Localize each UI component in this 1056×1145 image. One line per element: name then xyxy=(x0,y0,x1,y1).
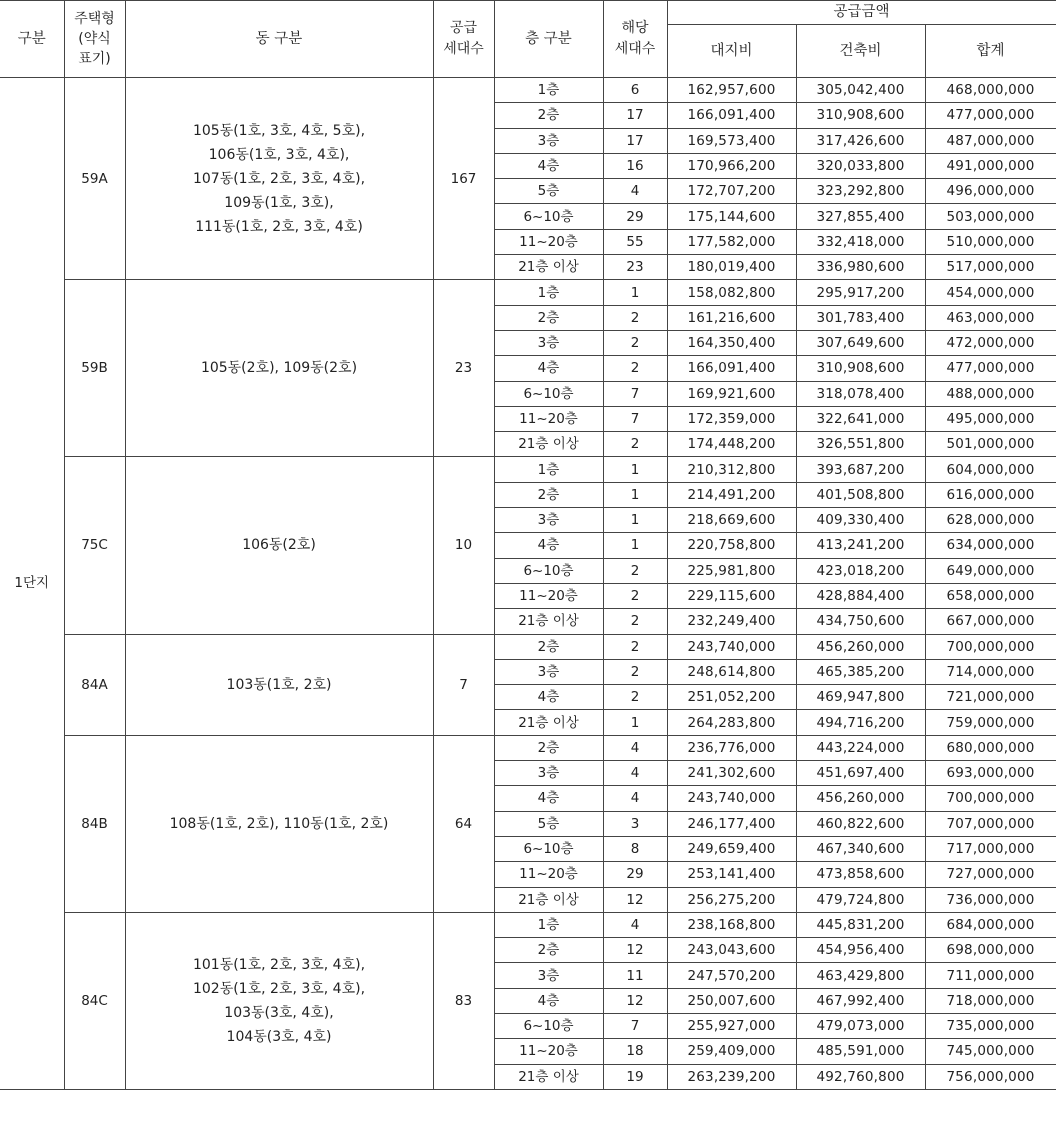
total-price-cell: 454,000,000 xyxy=(925,280,1056,305)
floor-cell: 21층 이상 xyxy=(494,710,603,735)
construction-price-cell: 305,042,400 xyxy=(796,78,925,103)
floor-cell: 11~20층 xyxy=(494,862,603,887)
housing-type-cell: 75C xyxy=(64,457,125,634)
land-price-cell: 249,659,400 xyxy=(667,836,796,861)
table-row xyxy=(0,457,1056,482)
total-price-cell: 496,000,000 xyxy=(925,179,1056,204)
land-price-cell: 248,614,800 xyxy=(667,659,796,684)
floor-units-cell: 2 xyxy=(603,305,667,330)
land-price-cell: 177,582,000 xyxy=(667,229,796,254)
total-price-cell: 649,000,000 xyxy=(925,558,1056,583)
floor-cell: 21층 이상 xyxy=(494,1064,603,1089)
floor-units-cell: 19 xyxy=(603,1064,667,1089)
header-floor: 층 구분 xyxy=(494,1,603,78)
floor-units-cell: 1 xyxy=(603,508,667,533)
construction-price-cell: 310,908,600 xyxy=(796,103,925,128)
total-price-cell: 680,000,000 xyxy=(925,735,1056,760)
total-price-cell: 707,000,000 xyxy=(925,811,1056,836)
building-cell: 105동(1호, 3호, 4호, 5호), 106동(1호, 3호, 4호), 107동(1호, 2호, 3호, 4호), 109동(1호, 3호), 111동(1호, 2호, 3호, 4호) xyxy=(125,78,433,280)
table-row xyxy=(0,78,1056,103)
building-cell: 108동(1호, 2호), 110동(1호, 2호) xyxy=(125,735,433,912)
land-price-cell: 220,758,800 xyxy=(667,533,796,558)
total-price-cell: 468,000,000 xyxy=(925,78,1056,103)
floor-cell: 11~20층 xyxy=(494,583,603,608)
floor-units-cell: 17 xyxy=(603,103,667,128)
floor-cell: 6~10층 xyxy=(494,836,603,861)
floor-cell: 2층 xyxy=(494,735,603,760)
table-row xyxy=(0,735,1056,760)
total-price-cell: 488,000,000 xyxy=(925,381,1056,406)
housing-type-cell: 59A xyxy=(64,78,125,280)
floor-units-cell: 12 xyxy=(603,887,667,912)
construction-price-cell: 323,292,800 xyxy=(796,179,925,204)
total-price-cell: 472,000,000 xyxy=(925,330,1056,355)
land-price-cell: 243,043,600 xyxy=(667,938,796,963)
floor-units-cell: 2 xyxy=(603,583,667,608)
construction-price-cell: 451,697,400 xyxy=(796,761,925,786)
floor-units-cell: 12 xyxy=(603,988,667,1013)
floor-units-cell: 4 xyxy=(603,179,667,204)
construction-price-cell: 332,418,000 xyxy=(796,229,925,254)
land-price-cell: 214,491,200 xyxy=(667,482,796,507)
total-price-cell: 503,000,000 xyxy=(925,204,1056,229)
total-price-cell: 658,000,000 xyxy=(925,583,1056,608)
total-price-cell: 727,000,000 xyxy=(925,862,1056,887)
construction-price-cell: 443,224,000 xyxy=(796,735,925,760)
header-building: 동 구분 xyxy=(125,1,433,78)
floor-cell: 3층 xyxy=(494,761,603,786)
header-land: 대지비 xyxy=(667,25,796,78)
supply-units-cell: 83 xyxy=(433,912,494,1089)
floor-units-cell: 12 xyxy=(603,938,667,963)
floor-units-cell: 55 xyxy=(603,229,667,254)
floor-units-cell: 29 xyxy=(603,862,667,887)
construction-price-cell: 423,018,200 xyxy=(796,558,925,583)
building-cell: 101동(1호, 2호, 3호, 4호), 102동(1호, 2호, 3호, 4호), 103동(3호, 4호), 104동(3호, 4호) xyxy=(125,912,433,1089)
floor-units-cell: 16 xyxy=(603,153,667,178)
header-total: 합계 xyxy=(925,25,1056,78)
land-price-cell: 236,776,000 xyxy=(667,735,796,760)
total-price-cell: 759,000,000 xyxy=(925,710,1056,735)
land-price-cell: 256,275,200 xyxy=(667,887,796,912)
construction-price-cell: 295,917,200 xyxy=(796,280,925,305)
construction-price-cell: 445,831,200 xyxy=(796,912,925,937)
construction-price-cell: 494,716,200 xyxy=(796,710,925,735)
floor-cell: 3층 xyxy=(494,963,603,988)
land-price-cell: 243,740,000 xyxy=(667,634,796,659)
land-price-cell: 169,573,400 xyxy=(667,128,796,153)
floor-units-cell: 29 xyxy=(603,204,667,229)
land-price-cell: 255,927,000 xyxy=(667,1013,796,1038)
construction-price-cell: 401,508,800 xyxy=(796,482,925,507)
floor-units-cell: 1 xyxy=(603,533,667,558)
floor-units-cell: 2 xyxy=(603,634,667,659)
floor-units-cell: 3 xyxy=(603,811,667,836)
table-row xyxy=(0,280,1056,305)
construction-price-cell: 454,956,400 xyxy=(796,938,925,963)
land-price-cell: 250,007,600 xyxy=(667,988,796,1013)
land-price-cell: 169,921,600 xyxy=(667,381,796,406)
building-cell: 105동(2호), 109동(2호) xyxy=(125,280,433,457)
floor-units-cell: 4 xyxy=(603,735,667,760)
total-price-cell: 604,000,000 xyxy=(925,457,1056,482)
floor-units-cell: 2 xyxy=(603,685,667,710)
construction-price-cell: 467,992,400 xyxy=(796,988,925,1013)
header-category: 구분 xyxy=(0,1,64,78)
floor-cell: 5층 xyxy=(494,179,603,204)
construction-price-cell: 473,858,600 xyxy=(796,862,925,887)
land-price-cell: 253,141,400 xyxy=(667,862,796,887)
floor-cell: 6~10층 xyxy=(494,381,603,406)
table-row xyxy=(0,912,1056,937)
floor-cell: 3층 xyxy=(494,659,603,684)
floor-units-cell: 7 xyxy=(603,1013,667,1038)
floor-cell: 4층 xyxy=(494,685,603,710)
total-price-cell: 667,000,000 xyxy=(925,609,1056,634)
header-supply-units: 공급 세대수 xyxy=(433,1,494,78)
construction-price-cell: 326,551,800 xyxy=(796,432,925,457)
floor-cell: 4층 xyxy=(494,786,603,811)
floor-cell: 2층 xyxy=(494,305,603,330)
supply-units-cell: 64 xyxy=(433,735,494,912)
total-price-cell: 700,000,000 xyxy=(925,786,1056,811)
construction-price-cell: 409,330,400 xyxy=(796,508,925,533)
land-price-cell: 246,177,400 xyxy=(667,811,796,836)
header-housing-type: 주택형 (약식 표기) xyxy=(64,1,125,78)
construction-price-cell: 327,855,400 xyxy=(796,204,925,229)
land-price-cell: 166,091,400 xyxy=(667,356,796,381)
floor-units-cell: 2 xyxy=(603,558,667,583)
construction-price-cell: 317,426,600 xyxy=(796,128,925,153)
floor-cell: 2층 xyxy=(494,938,603,963)
floor-units-cell: 8 xyxy=(603,836,667,861)
supply-units-cell: 10 xyxy=(433,457,494,634)
building-cell: 106동(2호) xyxy=(125,457,433,634)
total-price-cell: 510,000,000 xyxy=(925,229,1056,254)
floor-units-cell: 1 xyxy=(603,457,667,482)
floor-cell: 1층 xyxy=(494,78,603,103)
construction-price-cell: 413,241,200 xyxy=(796,533,925,558)
total-price-cell: 491,000,000 xyxy=(925,153,1056,178)
floor-cell: 3층 xyxy=(494,330,603,355)
floor-cell: 4층 xyxy=(494,988,603,1013)
land-price-cell: 263,239,200 xyxy=(667,1064,796,1089)
construction-price-cell: 428,884,400 xyxy=(796,583,925,608)
land-price-cell: 210,312,800 xyxy=(667,457,796,482)
construction-price-cell: 479,724,800 xyxy=(796,887,925,912)
total-price-cell: 487,000,000 xyxy=(925,128,1056,153)
total-price-cell: 501,000,000 xyxy=(925,432,1056,457)
land-price-cell: 180,019,400 xyxy=(667,255,796,280)
table-body xyxy=(0,78,1056,1090)
floor-units-cell: 1 xyxy=(603,710,667,735)
floor-units-cell: 4 xyxy=(603,786,667,811)
total-price-cell: 634,000,000 xyxy=(925,533,1056,558)
total-price-cell: 463,000,000 xyxy=(925,305,1056,330)
total-price-cell: 628,000,000 xyxy=(925,508,1056,533)
construction-price-cell: 479,073,000 xyxy=(796,1013,925,1038)
land-price-cell: 229,115,600 xyxy=(667,583,796,608)
total-price-cell: 700,000,000 xyxy=(925,634,1056,659)
total-price-cell: 684,000,000 xyxy=(925,912,1056,937)
total-price-cell: 736,000,000 xyxy=(925,887,1056,912)
floor-cell: 21층 이상 xyxy=(494,255,603,280)
floor-cell: 6~10층 xyxy=(494,1013,603,1038)
floor-units-cell: 2 xyxy=(603,356,667,381)
construction-price-cell: 465,385,200 xyxy=(796,659,925,684)
land-price-cell: 238,168,800 xyxy=(667,912,796,937)
total-price-cell: 693,000,000 xyxy=(925,761,1056,786)
land-price-cell: 264,283,800 xyxy=(667,710,796,735)
supply-units-cell: 7 xyxy=(433,634,494,735)
floor-cell: 1층 xyxy=(494,912,603,937)
land-price-cell: 225,981,800 xyxy=(667,558,796,583)
total-price-cell: 477,000,000 xyxy=(925,356,1056,381)
floor-units-cell: 2 xyxy=(603,609,667,634)
header-floor-units: 해당 세대수 xyxy=(603,1,667,78)
total-price-cell: 756,000,000 xyxy=(925,1064,1056,1089)
land-price-cell: 164,350,400 xyxy=(667,330,796,355)
floor-cell: 11~20층 xyxy=(494,1039,603,1064)
floor-units-cell: 2 xyxy=(603,330,667,355)
construction-price-cell: 463,429,800 xyxy=(796,963,925,988)
floor-units-cell: 2 xyxy=(603,432,667,457)
construction-price-cell: 320,033,800 xyxy=(796,153,925,178)
floor-cell: 3층 xyxy=(494,508,603,533)
construction-price-cell: 460,822,600 xyxy=(796,811,925,836)
construction-price-cell: 301,783,400 xyxy=(796,305,925,330)
construction-price-cell: 336,980,600 xyxy=(796,255,925,280)
floor-cell: 2층 xyxy=(494,634,603,659)
floor-cell: 5층 xyxy=(494,811,603,836)
land-price-cell: 162,957,600 xyxy=(667,78,796,103)
construction-price-cell: 467,340,600 xyxy=(796,836,925,861)
floor-cell: 2층 xyxy=(494,482,603,507)
housing-type-cell: 84C xyxy=(64,912,125,1089)
total-price-cell: 477,000,000 xyxy=(925,103,1056,128)
total-price-cell: 616,000,000 xyxy=(925,482,1056,507)
land-price-cell: 247,570,200 xyxy=(667,963,796,988)
floor-units-cell: 11 xyxy=(603,963,667,988)
header-construction: 건축비 xyxy=(796,25,925,78)
land-price-cell: 174,448,200 xyxy=(667,432,796,457)
land-price-cell: 232,249,400 xyxy=(667,609,796,634)
total-price-cell: 517,000,000 xyxy=(925,255,1056,280)
floor-cell: 2층 xyxy=(494,103,603,128)
floor-cell: 6~10층 xyxy=(494,204,603,229)
floor-cell: 1층 xyxy=(494,280,603,305)
housing-type-cell: 84B xyxy=(64,735,125,912)
total-price-cell: 495,000,000 xyxy=(925,406,1056,431)
floor-cell: 11~20층 xyxy=(494,406,603,431)
floor-units-cell: 1 xyxy=(603,482,667,507)
construction-price-cell: 307,649,600 xyxy=(796,330,925,355)
floor-cell: 6~10층 xyxy=(494,558,603,583)
floor-cell: 4층 xyxy=(494,153,603,178)
supply-units-cell: 23 xyxy=(433,280,494,457)
header-price-group: 공급금액 xyxy=(667,1,1056,25)
total-price-cell: 721,000,000 xyxy=(925,685,1056,710)
construction-price-cell: 322,641,000 xyxy=(796,406,925,431)
land-price-cell: 251,052,200 xyxy=(667,685,796,710)
land-price-cell: 170,966,200 xyxy=(667,153,796,178)
construction-price-cell: 434,750,600 xyxy=(796,609,925,634)
housing-type-cell: 59B xyxy=(64,280,125,457)
floor-cell: 4층 xyxy=(494,533,603,558)
floor-cell: 21층 이상 xyxy=(494,432,603,457)
floor-units-cell: 6 xyxy=(603,78,667,103)
land-price-cell: 175,144,600 xyxy=(667,204,796,229)
floor-units-cell: 1 xyxy=(603,280,667,305)
total-price-cell: 711,000,000 xyxy=(925,963,1056,988)
supply-units-cell: 167 xyxy=(433,78,494,280)
total-price-cell: 718,000,000 xyxy=(925,988,1056,1013)
construction-price-cell: 318,078,400 xyxy=(796,381,925,406)
land-price-cell: 241,302,600 xyxy=(667,761,796,786)
floor-cell: 21층 이상 xyxy=(494,887,603,912)
floor-units-cell: 2 xyxy=(603,659,667,684)
total-price-cell: 735,000,000 xyxy=(925,1013,1056,1038)
construction-price-cell: 469,947,800 xyxy=(796,685,925,710)
total-price-cell: 717,000,000 xyxy=(925,836,1056,861)
construction-price-cell: 485,591,000 xyxy=(796,1039,925,1064)
construction-price-cell: 492,760,800 xyxy=(796,1064,925,1089)
land-price-cell: 158,082,800 xyxy=(667,280,796,305)
floor-cell: 1층 xyxy=(494,457,603,482)
complex-cell: 1단지 xyxy=(0,78,64,1090)
floor-cell: 11~20층 xyxy=(494,229,603,254)
construction-price-cell: 456,260,000 xyxy=(796,634,925,659)
floor-units-cell: 23 xyxy=(603,255,667,280)
floor-cell: 4층 xyxy=(494,356,603,381)
total-price-cell: 698,000,000 xyxy=(925,938,1056,963)
floor-units-cell: 7 xyxy=(603,406,667,431)
total-price-cell: 745,000,000 xyxy=(925,1039,1056,1064)
floor-units-cell: 17 xyxy=(603,128,667,153)
land-price-cell: 243,740,000 xyxy=(667,786,796,811)
housing-type-cell: 84A xyxy=(64,634,125,735)
floor-cell: 3층 xyxy=(494,128,603,153)
land-price-cell: 161,216,600 xyxy=(667,305,796,330)
land-price-cell: 166,091,400 xyxy=(667,103,796,128)
construction-price-cell: 393,687,200 xyxy=(796,457,925,482)
land-price-cell: 259,409,000 xyxy=(667,1039,796,1064)
floor-cell: 21층 이상 xyxy=(494,609,603,634)
table-row xyxy=(0,634,1056,659)
land-price-cell: 172,359,000 xyxy=(667,406,796,431)
construction-price-cell: 310,908,600 xyxy=(796,356,925,381)
construction-price-cell: 456,260,000 xyxy=(796,786,925,811)
floor-units-cell: 7 xyxy=(603,381,667,406)
total-price-cell: 714,000,000 xyxy=(925,659,1056,684)
building-cell: 103동(1호, 2호) xyxy=(125,634,433,735)
floor-units-cell: 4 xyxy=(603,761,667,786)
land-price-cell: 172,707,200 xyxy=(667,179,796,204)
land-price-cell: 218,669,600 xyxy=(667,508,796,533)
floor-units-cell: 18 xyxy=(603,1039,667,1064)
floor-units-cell: 4 xyxy=(603,912,667,937)
